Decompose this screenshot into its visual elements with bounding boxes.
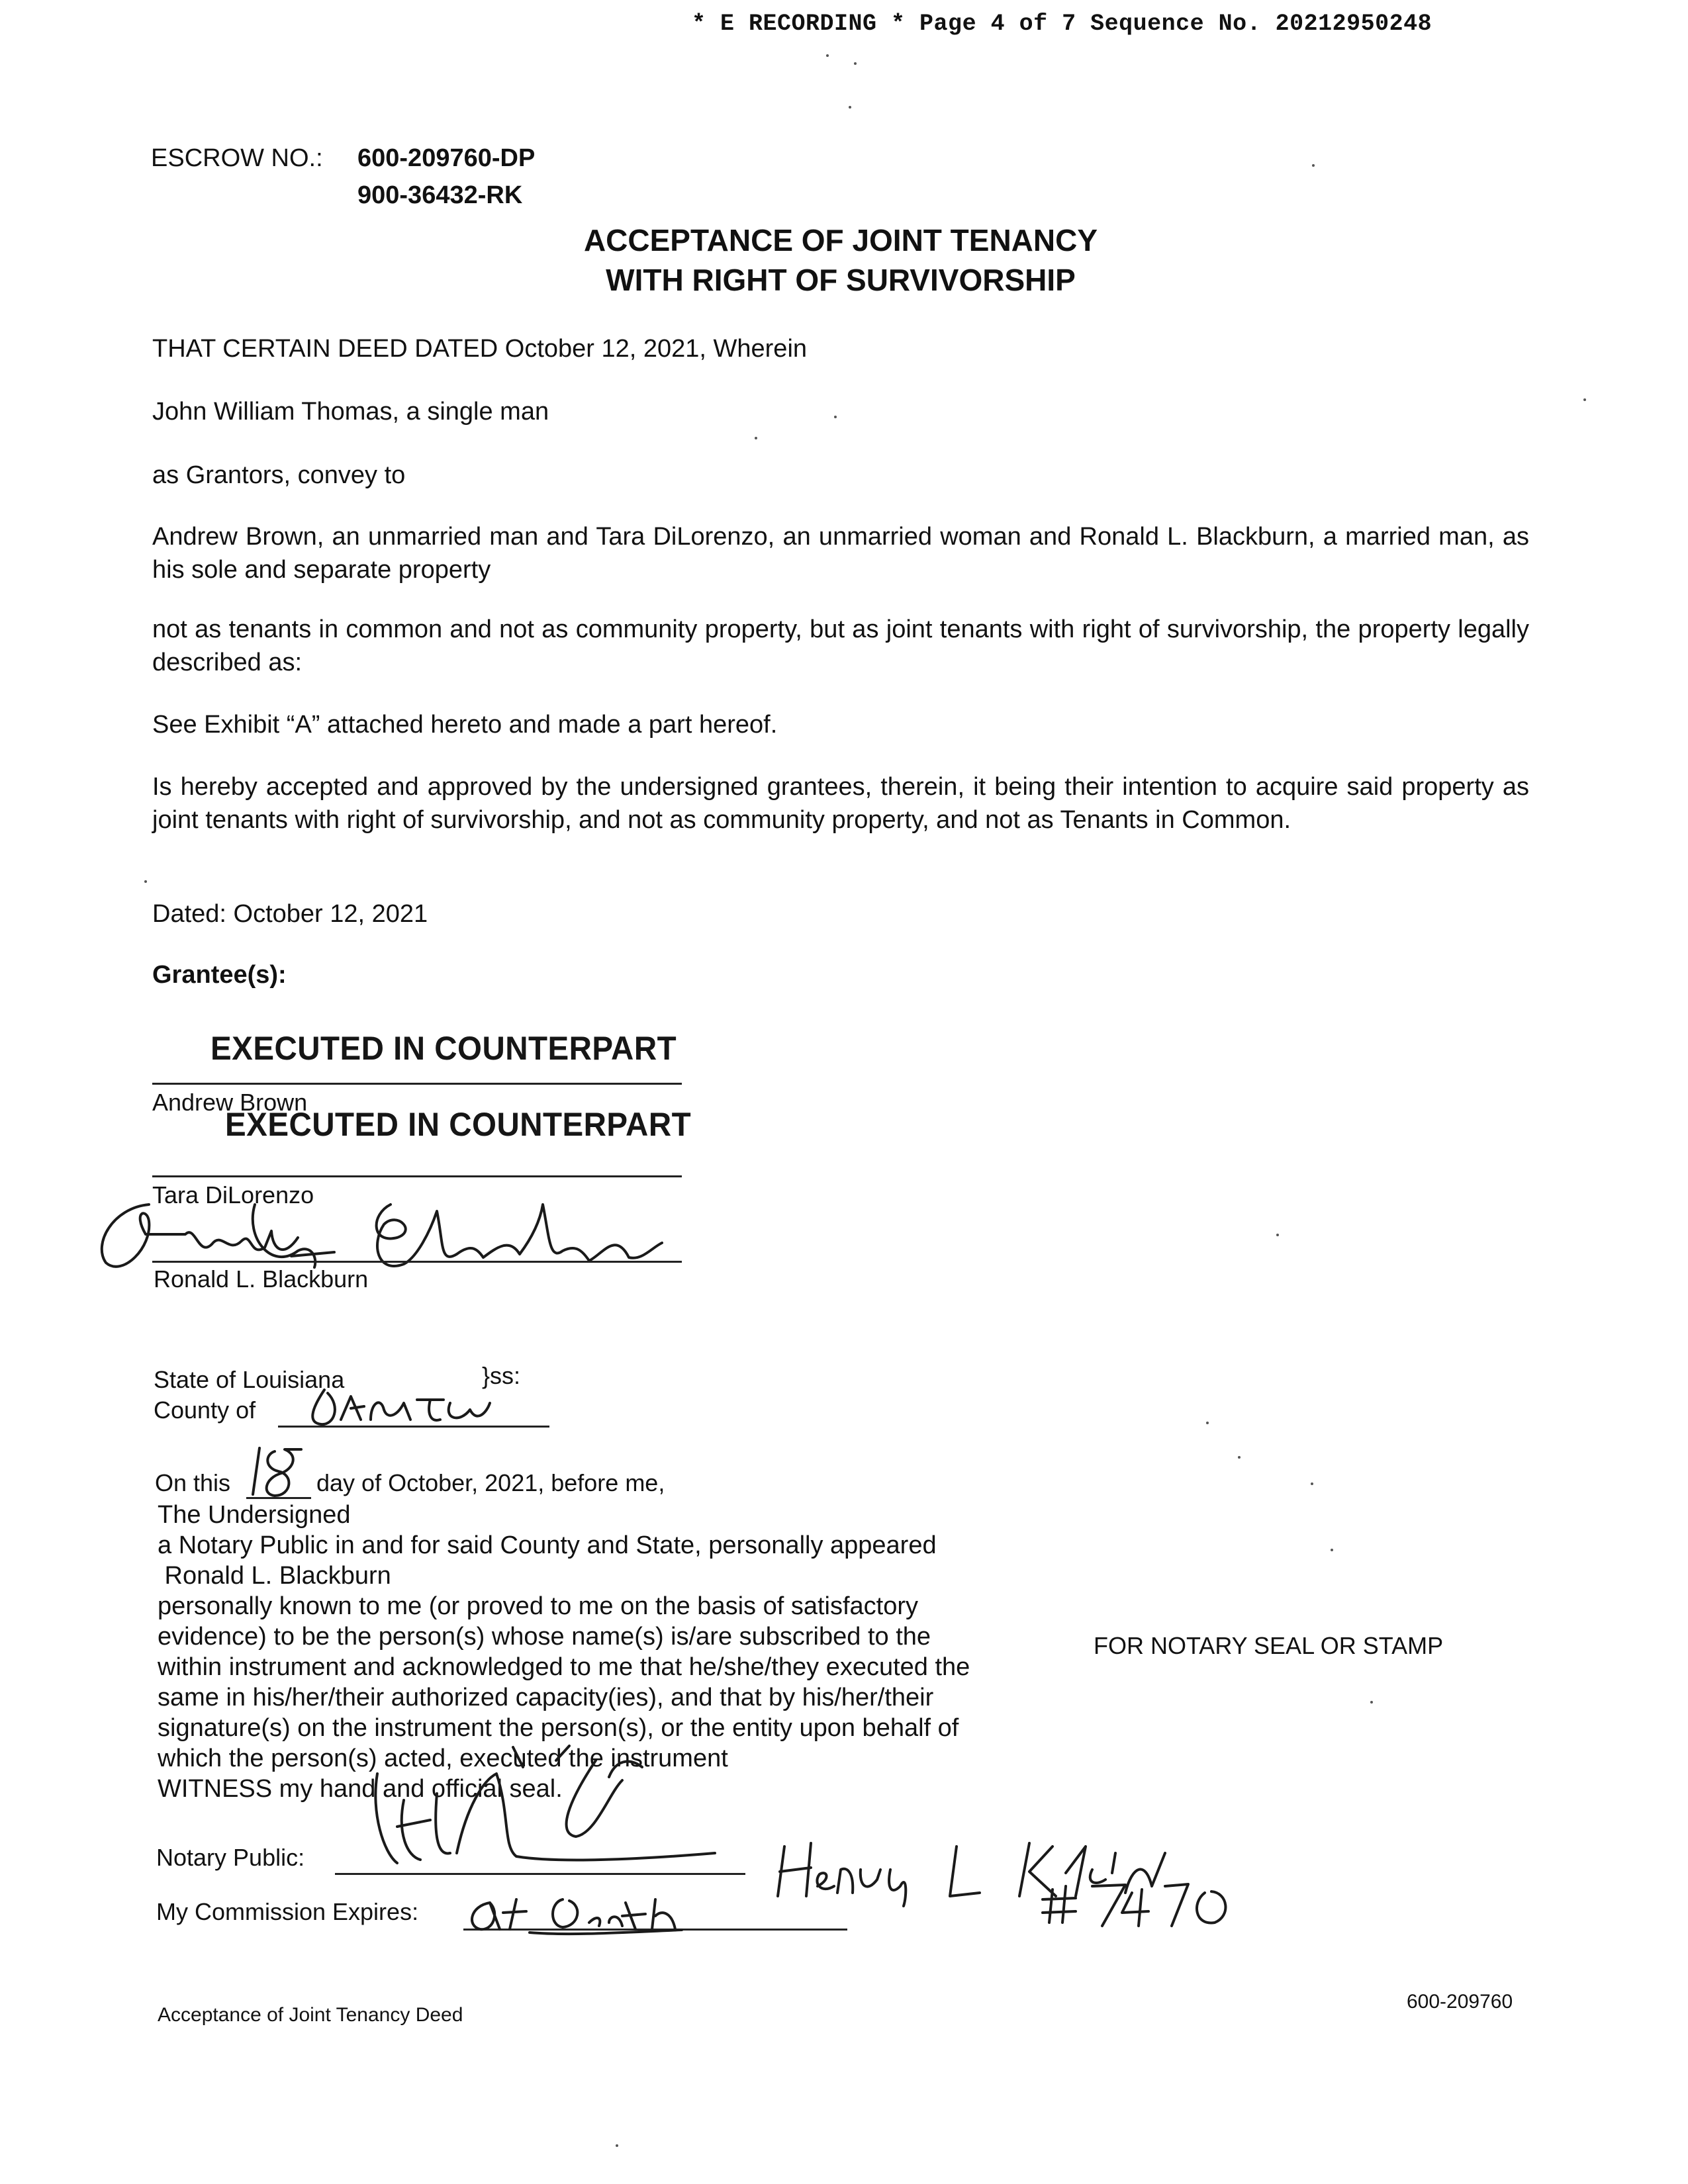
scan-speck (755, 437, 757, 439)
notary-appeared: a Notary Public in and for said County and State, personally appeared (158, 1531, 937, 1559)
signature-line-tara (152, 1175, 682, 1177)
scan-speck (1206, 1422, 1209, 1424)
notary-day-rest: day of October, 2021, before me, (316, 1469, 665, 1496)
recording-header: * E RECORDING * Page 4 of 7 Sequence No. 20212950248 (692, 11, 1432, 37)
counterpart-stamp-2: EXECUTED IN COUNTERPART (225, 1106, 692, 1143)
notary-body-line: same in his/her/their authorized capacity(ies), and that by his/her/their (158, 1684, 934, 1711)
signature-line-ronald (152, 1261, 682, 1263)
notary-ss: }ss: (482, 1362, 521, 1389)
scan-speck (1311, 1482, 1313, 1485)
county-handwriting (305, 1383, 496, 1430)
notary-number-handwriting (1039, 1866, 1251, 1933)
escrow-number-2: 900-36432-RK (357, 181, 523, 209)
document-title-line2: WITH RIGHT OF SURVIVORSHIP (606, 263, 1076, 297)
footer-document-name: Acceptance of Joint Tenancy Deed (158, 2004, 463, 2026)
notary-body-line: evidence) to be the person(s) whose name(s) is/are subscribed to the (158, 1623, 931, 1651)
scan-speck (849, 106, 851, 109)
escrow-number-1: 600-209760-DP (357, 144, 536, 172)
commission-expires-label: My Commission Expires: (156, 1898, 419, 1925)
grantor-paragraph: John William Thomas, a single man (152, 398, 549, 426)
notary-state-label: State of Louisiana (154, 1366, 345, 1393)
signer-name-ronald: Ronald L. Blackburn (154, 1265, 369, 1293)
scan-speck (616, 2144, 618, 2147)
notary-person: Ronald L. Blackburn (158, 1562, 391, 1590)
notary-county-label: County of (154, 1396, 256, 1424)
notary-witness-line: WITNESS my hand and official seal. (158, 1775, 563, 1803)
notary-on-this: On this (155, 1469, 231, 1496)
document-title-line1: ACCEPTANCE OF JOINT TENANCY (583, 223, 1098, 257)
dated-paragraph: Dated: October 12, 2021 (152, 900, 428, 928)
signature-line-andrew (152, 1083, 682, 1085)
scan-speck (1370, 1701, 1373, 1704)
scan-speck (834, 416, 837, 418)
scan-speck (144, 880, 147, 883)
signer-name-andrew: Andrew Brown (152, 1089, 308, 1116)
day-handwriting (245, 1441, 311, 1501)
notary-signature (357, 1721, 728, 1880)
notary-body-line: which the person(s) acted, executed the instrument (158, 1745, 728, 1772)
scan-speck (826, 54, 829, 57)
acceptance-paragraph: Is hereby accepted and approved by the undersigned grantees, therein, it being their intention to acquire said property as joint tenants with right of survivorship, and not as community property, and not as Tenants in Common. (152, 773, 1529, 834)
commission-handwriting (463, 1886, 728, 1939)
notary-officer: The Undersigned (158, 1501, 351, 1529)
grantees-heading: Grantee(s): (152, 961, 287, 989)
notary-body-line: signature(s) on the instrument the person(s), or the entity upon behalf of (158, 1714, 959, 1742)
tenancy-paragraph: not as tenants in common and not as community property, but as joint tenants with right of survivorship, the property legally described as: (152, 615, 1529, 676)
escrow-label: ESCROW NO.: (151, 144, 323, 172)
scan-speck (1312, 164, 1315, 167)
notary-body-line: personally known to me (or proved to me on the basis of satisfactory (158, 1592, 918, 1620)
counterpart-stamp-1: EXECUTED IN COUNTERPART (211, 1030, 677, 1067)
notary-public-line (335, 1873, 745, 1875)
scan-speck (854, 62, 857, 65)
scan-speck (1583, 398, 1586, 401)
scan-speck (1331, 1549, 1333, 1551)
deed-paragraph: THAT CERTAIN DEED DATED October 12, 2021, Wherein (152, 335, 808, 363)
scan-speck (1238, 1456, 1241, 1459)
scan-speck (1276, 1234, 1279, 1236)
notary-seal-placeholder: FOR NOTARY SEAL OR STAMP (1094, 1632, 1444, 1659)
notary-public-label: Notary Public: (156, 1844, 305, 1871)
signer-name-tara: Tara DiLorenzo (152, 1181, 314, 1208)
exhibit-paragraph: See Exhibit “A” attached hereto and made a part hereof. (152, 711, 778, 739)
convey-paragraph: as Grantors, convey to (152, 461, 406, 489)
grantees-paragraph: Andrew Brown, an unmarried man and Tara DiLorenzo, an unmarried woman and Ronald L. Blackburn, a married man, as his sole and separate property (152, 523, 1529, 584)
notary-body-line: within instrument and acknowledged to me that he/she/they executed the (158, 1653, 970, 1681)
footer-escrow-number: 600-209760 (1407, 1991, 1513, 2013)
